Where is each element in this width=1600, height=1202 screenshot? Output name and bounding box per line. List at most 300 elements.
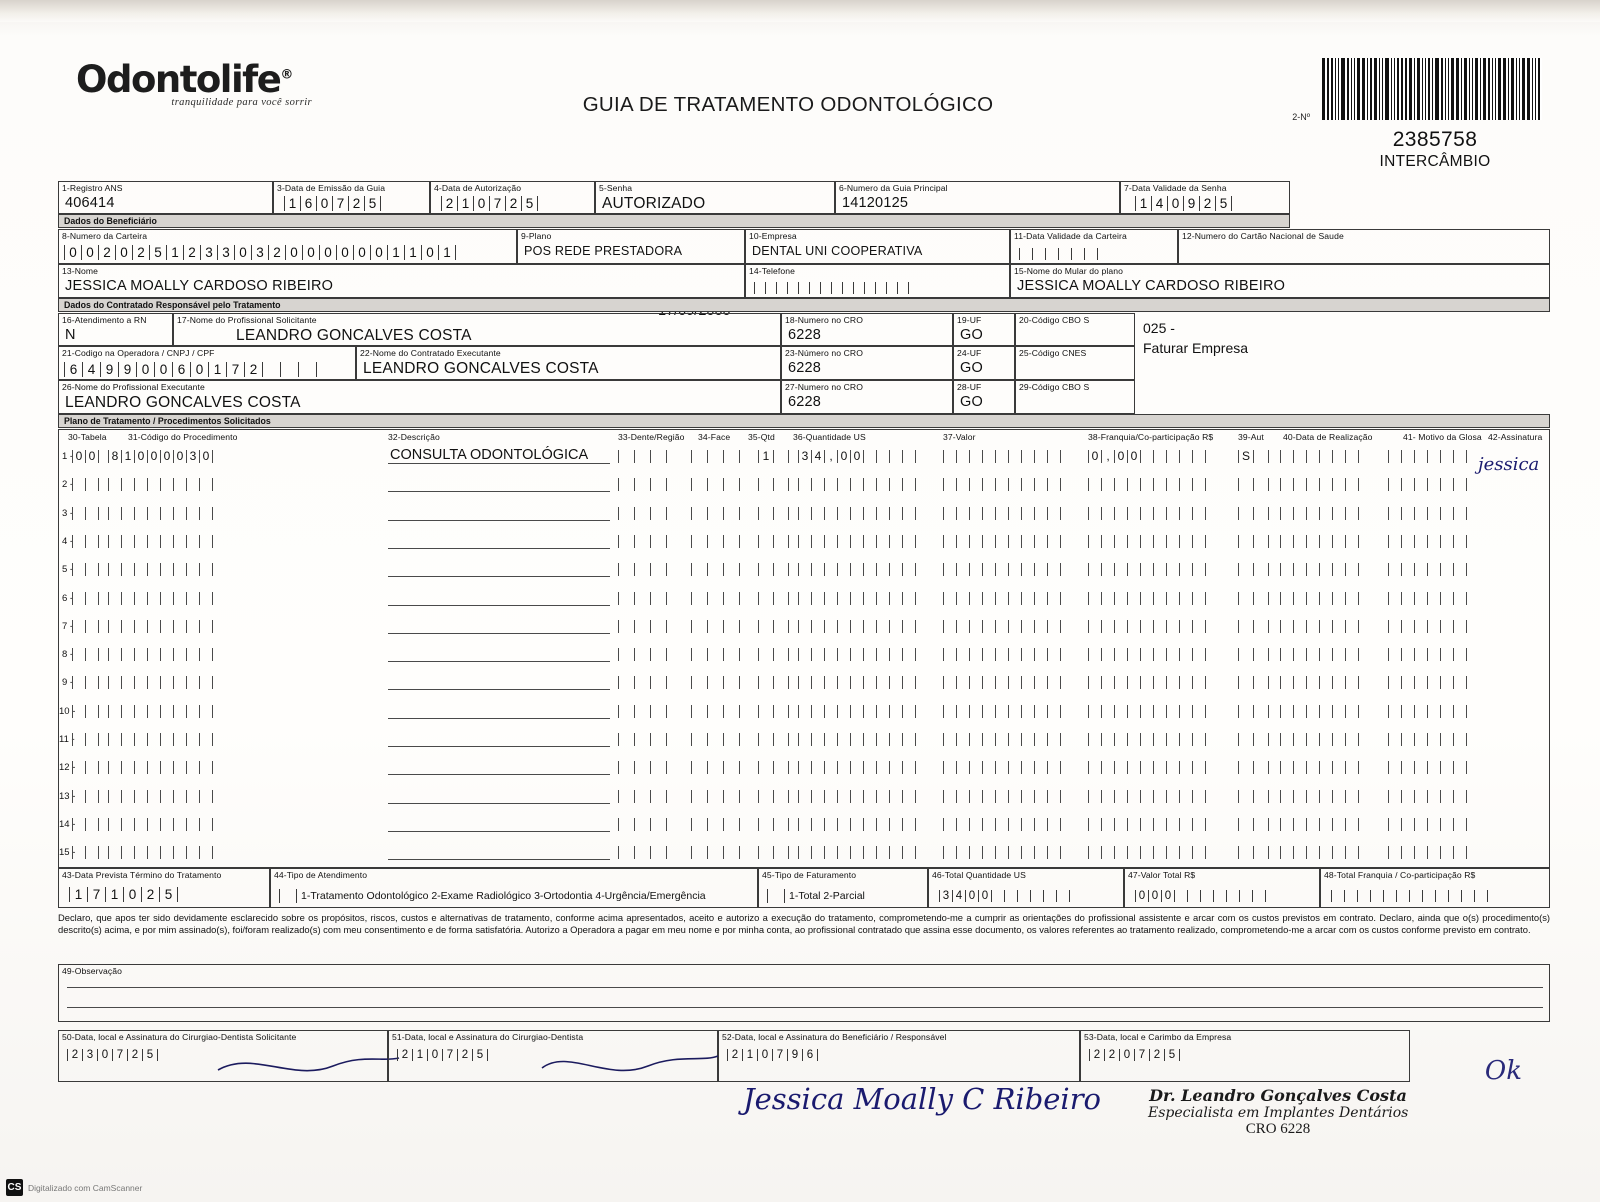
table-cell-valor xyxy=(943,846,1060,859)
table-cell-data_realizacao xyxy=(1280,592,1358,605)
table-cell-face xyxy=(691,563,739,576)
table-cell-data_realizacao xyxy=(1280,846,1358,859)
table-row-number: 3 - xyxy=(62,507,74,519)
table-cell-descricao: CONSULTA ODONTOLÓGICA xyxy=(390,447,589,463)
table-cell-quantidade_us xyxy=(798,846,915,859)
table-row-number: 6 - xyxy=(62,592,74,604)
field-cro-solicitante xyxy=(781,313,953,346)
column-header-35: 35-Qtd xyxy=(748,432,775,442)
field-total-quantidade-us-value: 3 4 0 0 xyxy=(939,890,1069,902)
field-contratado-executante-label: 22-Nome do Contratado Executante xyxy=(360,348,501,358)
table-cell-franquia xyxy=(1088,761,1205,774)
table-cell-franquia xyxy=(1088,535,1205,548)
field-uf-executante-label: 24-UF xyxy=(957,348,982,358)
table-cell-tabela xyxy=(72,733,98,746)
table-cell-valor xyxy=(943,592,1060,605)
table-cell-dente xyxy=(618,761,666,774)
declaration-text: Declaro, que apos ter sido devidamente esclarecido sobre os propósitos, riscos, custos e alternativas de tratamento, conforme acima apresentados, aceito e autorizo a execução do tratamento, comprometendo-me a cumprir as orientações do profissional assistente e arcar com os custos previstos em contrato. Declaro, ainda que o(s) procedimento(s) descrito(s) acima, e por mim assinado(s), foi/foram realizado(s) com meu consentimento e de forma satisfatória. Autorizo a Operadora a pagar em meu nome e por minha conta, ao profissional contratado que assina esse documento, os valores referentes ao tratamento realizado, comprometendo-me a arcar com os custos conforme previsto em contrato. xyxy=(58,912,1550,935)
ok-annotation: Ok xyxy=(1484,1056,1522,1086)
table-cell-data_realizacao xyxy=(1280,648,1358,661)
camscanner-text: Digitalizado com CamScanner xyxy=(28,1182,143,1193)
field-cro-executante-label: 23-Número no CRO xyxy=(785,348,864,358)
field-profissional-solicitante xyxy=(173,313,781,346)
table-cell-face xyxy=(691,761,739,774)
field-guia-principal xyxy=(835,181,1120,214)
table-cell-tabela xyxy=(72,592,98,605)
field-assinatura-beneficiario-label: 52-Data, local e Assinatura do Beneficiário / Responsável xyxy=(722,1032,947,1042)
field-total-franquia xyxy=(1320,868,1550,908)
table-cell-quantidade_us xyxy=(798,563,915,576)
table-cell-quantidade_us xyxy=(798,761,915,774)
field-valor-total-label: 47-Valor Total R$ xyxy=(1128,870,1196,880)
table-cell-franquia xyxy=(1088,620,1205,633)
table-cell-franquia xyxy=(1088,846,1205,859)
table-row-number: 13 - xyxy=(59,790,76,802)
column-header-30: 30-Tabela xyxy=(68,432,107,442)
field-cro-executante-2 xyxy=(781,380,953,414)
table-cell-dente xyxy=(618,676,666,689)
table-cell-descricao-line xyxy=(388,605,610,606)
table-cell-face xyxy=(691,648,739,661)
table-cell-descricao-line xyxy=(388,576,610,577)
field-uf-executante xyxy=(953,346,1015,380)
field-cro-executante-value: 6228 xyxy=(788,360,822,376)
table-cell-codigo xyxy=(108,648,212,661)
field-profissional-executante-label: 26-Nome do Profissional Executante xyxy=(62,382,205,392)
field-assinatura-dentista-date: 2 1 0 7 2 5 xyxy=(397,1049,487,1061)
table-cell-descricao-line xyxy=(388,774,610,775)
table-cell-dente xyxy=(618,478,666,491)
logo-registered-mark: ® xyxy=(280,67,292,83)
field-cro-executante-2-value: 6228 xyxy=(788,394,822,410)
table-cell-data_realizacao xyxy=(1280,790,1358,803)
table-cell-motivo_glosa xyxy=(1388,705,1466,718)
field-data-emissao-label: 3-Data de Emissão da Guia xyxy=(277,183,386,193)
field-data-termino-label: 43-Data Prevista Término do Tratamento xyxy=(62,870,222,880)
table-cell-codigo xyxy=(108,563,212,576)
table-cell-dente xyxy=(618,563,666,576)
field-guia-principal-value: 14120125 xyxy=(842,195,909,211)
company-stamp xyxy=(1148,1086,1408,1138)
field-nome-beneficiario-label: 13-Nome xyxy=(62,266,99,276)
table-cell-dente xyxy=(618,790,666,803)
field-validade-senha-label: 7-Data Validade da Senha xyxy=(1124,183,1227,193)
table-cell-qtd xyxy=(758,478,788,491)
field-cro-solicitante-label: 18-Numero no CRO xyxy=(785,315,864,325)
table-cell-qtd xyxy=(758,761,788,774)
table-cell-quantidade_us xyxy=(798,818,915,831)
observacao-line-1 xyxy=(67,987,1543,988)
table-row-number: 1 - xyxy=(62,451,74,462)
field-registro-ans-value: 406414 xyxy=(65,195,115,211)
treatment-guide-form xyxy=(58,48,1550,1148)
field-empresa-value: DENTAL UNI COOPERATIVA xyxy=(752,244,923,258)
field-observacao-label: 49-Observação xyxy=(62,966,123,976)
field-cartao-nacional-saude-label: 12-Numero do Cartão Nacional de Saude xyxy=(1182,231,1344,241)
field-numero-carteira-value: 0 0 2 0 2 5 1 2 3 3 0 3 2 0 0 0 0 0 0 1 1 0 1 xyxy=(64,245,455,260)
logo-wordmark xyxy=(76,58,316,101)
field-data-emissao-value: 1 6 0 7 2 5 xyxy=(284,196,380,211)
field-codigo-cnes-label: 25-Código CNES xyxy=(1019,348,1087,358)
table-cell-tabela xyxy=(72,507,98,520)
table-cell-tabela xyxy=(72,676,98,689)
table-cell-quantidade_us xyxy=(798,592,915,605)
table-cell-face xyxy=(691,846,739,859)
table-cell-quantidade_us xyxy=(798,507,915,520)
table-cell-codigo xyxy=(108,761,212,774)
field-senha-value: AUTORIZADO xyxy=(602,195,706,212)
table-cell-data_realizacao xyxy=(1280,620,1358,633)
table-cell-assinatura: jessica xyxy=(1478,454,1540,475)
table-cell-data_realizacao xyxy=(1280,705,1358,718)
table-cell-aut xyxy=(1238,563,1268,576)
table-cell-face xyxy=(691,507,739,520)
table-cell-motivo_glosa xyxy=(1388,790,1466,803)
table-cell-tabela xyxy=(72,761,98,774)
field-codigo-operadora-label: 21-Codigo na Operadora / CNPJ / CPF xyxy=(62,348,215,358)
table-cell-franquia xyxy=(1088,563,1205,576)
table-cell-qtd xyxy=(758,535,788,548)
section-contractor-band: Dados do Contratado Responsável pelo Tratamento xyxy=(58,298,1550,312)
field-data-autorizacao-value: 2 1 0 7 2 5 xyxy=(441,196,537,211)
table-cell-aut xyxy=(1238,733,1268,746)
field-cbo-executante-label: 29-Código CBO S xyxy=(1019,382,1090,392)
column-header-42: 42-Assinatura xyxy=(1488,432,1543,442)
section-plan-band: Plano de Tratamento / Procedimentos Solicitados xyxy=(58,414,1550,428)
field-cro-solicitante-value: 6228 xyxy=(788,327,822,343)
field-data-autorizacao xyxy=(430,181,595,214)
table-cell-motivo_glosa xyxy=(1388,507,1466,520)
table-cell-codigo xyxy=(108,790,212,803)
field-contratado-executante xyxy=(356,346,781,380)
field-telefone-label: 14-Telefone xyxy=(749,266,796,276)
field-tipo-atendimento-box xyxy=(279,889,297,903)
field-data-autorizacao-label: 4-Data de Autorização xyxy=(434,183,522,193)
table-cell-dente xyxy=(618,592,666,605)
logo-text: Odontolife xyxy=(76,58,281,101)
table-cell-franquia xyxy=(1088,705,1205,718)
field-atendimento-rn-value: N xyxy=(65,327,76,343)
table-cell-quantidade_us xyxy=(798,535,915,548)
table-row-number: 9 - xyxy=(62,677,74,689)
table-cell-valor xyxy=(943,620,1060,633)
field-empresa xyxy=(745,229,1010,264)
table-cell-descricao-line xyxy=(388,463,610,464)
field-cbo-executante xyxy=(1015,380,1135,414)
field-assinatura-beneficiario xyxy=(718,1030,1080,1082)
table-cell-codigo xyxy=(108,818,212,831)
table-cell-face xyxy=(691,705,739,718)
table-cell-descricao-line xyxy=(388,831,610,832)
table-cell-tabela xyxy=(72,846,98,859)
field-senha xyxy=(595,181,835,214)
field-assinatura-dentista-label: 51-Data, local e Assinatura do Cirurgiao-Dentista xyxy=(392,1032,584,1042)
table-cell-codigo xyxy=(108,592,212,605)
table-cell-data_realizacao xyxy=(1280,478,1358,491)
field-nome-beneficiario-value: JESSICA MOALLY CARDOSO RIBEIRO xyxy=(65,278,334,294)
field-total-franquia-label: 48-Total Franquia / Co-participação R$ xyxy=(1324,870,1476,880)
table-cell-valor xyxy=(943,507,1060,520)
table-cell-data_realizacao xyxy=(1280,450,1358,463)
table-cell-aut xyxy=(1238,507,1268,520)
table-cell-data_realizacao xyxy=(1280,733,1358,746)
table-row-number: 2 - xyxy=(62,479,74,491)
field-plano-value: POS REDE PRESTADORA xyxy=(524,244,683,258)
table-cell-valor xyxy=(943,535,1060,548)
table-cell-dente xyxy=(618,705,666,718)
table-cell-qtd xyxy=(758,620,788,633)
table-cell-quantidade_us xyxy=(798,620,915,633)
table-cell-qtd xyxy=(758,676,788,689)
table-cell-tabela: 0 0 xyxy=(72,450,98,463)
table-cell-descricao-line xyxy=(388,718,610,719)
table-cell-quantidade_us xyxy=(798,648,915,661)
table-cell-data_realizacao xyxy=(1280,676,1358,689)
logo-tagline: tranquilidade para você sorrir xyxy=(171,97,312,108)
table-cell-codigo xyxy=(108,733,212,746)
field-guia-principal-label: 6-Numero da Guia Principal xyxy=(839,183,948,193)
table-cell-face xyxy=(691,535,739,548)
field-carimbo-empresa xyxy=(1080,1030,1410,1082)
observacao-line-2 xyxy=(67,1007,1543,1008)
field-tipo-atendimento-label: 44-Tipo de Atendimento xyxy=(274,870,368,880)
field-profissional-solicitante-label: 17-Nome do Profissional Solicitante xyxy=(177,315,317,325)
camscanner-badge xyxy=(6,1179,142,1196)
table-cell-valor xyxy=(943,563,1060,576)
field-nome-titular-value: JESSICA MOALLY CARDOSO RIBEIRO xyxy=(1017,278,1286,294)
table-row-number: 12 - xyxy=(59,762,76,774)
table-cell-valor xyxy=(943,450,1060,463)
field-senha-label: 5-Senha xyxy=(599,183,633,193)
field-uf-solicitante xyxy=(953,313,1015,346)
page-top-shadow xyxy=(0,0,1600,22)
table-cell-descricao-line xyxy=(388,491,610,492)
table-cell-dente xyxy=(618,507,666,520)
table-cell-descricao-line xyxy=(388,859,610,860)
signature-scribble-2 xyxy=(538,1042,723,1082)
table-cell-dente xyxy=(618,846,666,859)
table-cell-tabela xyxy=(72,705,98,718)
authorization-number: 2385758 xyxy=(1392,128,1478,151)
section-beneficiary-band: Dados do Beneficiário xyxy=(58,214,1290,228)
table-cell-franquia xyxy=(1088,676,1205,689)
field-validade-senha xyxy=(1120,181,1290,214)
field-profissional-solicitante-value: LEANDRO GONCALVES COSTA xyxy=(236,327,472,344)
table-cell-motivo_glosa xyxy=(1388,478,1466,491)
table-cell-codigo xyxy=(108,478,212,491)
table-cell-dente xyxy=(618,818,666,831)
field-data-termino xyxy=(58,868,270,908)
field-cro-executante-2-label: 27-Numero no CRO xyxy=(785,382,864,392)
table-cell-tabela xyxy=(72,818,98,831)
table-cell-codigo xyxy=(108,846,212,859)
field-observacao xyxy=(58,964,1550,1022)
table-cell-descricao-line xyxy=(388,661,610,662)
field-nome-titular xyxy=(1010,264,1550,298)
table-cell-data_realizacao xyxy=(1280,563,1358,576)
table-cell-data_realizacao xyxy=(1280,507,1358,520)
table-cell-motivo_glosa xyxy=(1388,733,1466,746)
field-carimbo-empresa-date: 2 2 0 7 2 5 xyxy=(1089,1049,1179,1061)
column-header-37: 37-Valor xyxy=(943,432,976,442)
field-numero-carteira-label: 8-Numero da Carteira xyxy=(62,231,148,241)
table-cell-motivo_glosa xyxy=(1388,450,1466,463)
field-tipo-atendimento-options: 1-Tratamento Odontológico 2-Exame Radiológico 3-Ortodontia 4-Urgência/Emergência xyxy=(301,890,706,902)
table-cell-motivo_glosa xyxy=(1388,648,1466,661)
column-header-36: 36-Quantidade US xyxy=(793,432,866,442)
field-uf-executante-2 xyxy=(953,380,1015,414)
table-cell-qtd xyxy=(758,790,788,803)
field-tipo-faturamento-label: 45-Tipo de Faturamento xyxy=(762,870,857,880)
table-cell-aut xyxy=(1238,648,1268,661)
field-valor-total xyxy=(1124,868,1320,908)
barcode xyxy=(1322,58,1542,120)
stamp-line-2: Especialista em Implantes Dentários xyxy=(1148,1105,1409,1121)
column-header-38: 38-Franquia/Co-participação R$ xyxy=(1088,432,1214,442)
table-cell-motivo_glosa xyxy=(1388,676,1466,689)
table-cell-descricao-line xyxy=(388,520,610,521)
table-cell-aut xyxy=(1238,620,1268,633)
table-row-number: 11 - xyxy=(59,734,75,745)
table-cell-codigo xyxy=(108,676,212,689)
table-cell-dente xyxy=(618,648,666,661)
field-assinatura-solicitante-label: 50-Data, local e Assinatura do Cirurgiao-Dentista Solicitante xyxy=(62,1032,297,1042)
table-cell-face xyxy=(691,478,739,491)
field-uf-executante-2-label: 28-UF xyxy=(957,382,982,392)
field-telefone xyxy=(745,264,1010,298)
table-cell-franquia xyxy=(1088,790,1205,803)
field-codigo-cnes xyxy=(1015,346,1135,380)
beneficiary-handwritten-signature: Jessica Moally C Ribeiro xyxy=(743,1082,1102,1116)
table-cell-aut xyxy=(1238,818,1268,831)
table-cell-aut xyxy=(1238,705,1268,718)
table-cell-franquia xyxy=(1088,818,1205,831)
stamp-line-3: CRO 6228 xyxy=(1245,1121,1311,1137)
table-row-number: 14 - xyxy=(59,818,76,830)
table-cell-aut xyxy=(1238,592,1268,605)
table-cell-dente xyxy=(618,535,666,548)
table-cell-valor xyxy=(943,648,1060,661)
table-cell-dente xyxy=(618,620,666,633)
field-valor-total-value: 0 0 0 xyxy=(1135,890,1265,902)
camscanner-icon: CS xyxy=(6,1179,23,1196)
field-total-quantidade-us-label: 46-Total Quantidade US xyxy=(932,870,1026,880)
field-contratado-executante-value: LEANDRO GONCALVES COSTA xyxy=(363,360,599,377)
table-cell-codigo xyxy=(108,535,212,548)
field-codigo-operadora-value: 6 4 9 9 0 0 6 0 1 7 2 xyxy=(64,362,316,377)
table-cell-valor xyxy=(943,790,1060,803)
column-header-31: 31-Código do Procedimento xyxy=(128,432,238,442)
table-row-number: 4 - xyxy=(62,535,74,547)
table-cell-codigo xyxy=(108,507,212,520)
field-validade-carteira xyxy=(1010,229,1178,264)
field-uf-executante-2-value: GO xyxy=(960,394,983,410)
field-tipo-faturamento-box xyxy=(767,889,785,903)
field-cro-executante xyxy=(781,346,953,380)
field-empresa-label: 10-Empresa xyxy=(749,231,797,241)
field-assinatura-solicitante-date: 2 3 0 7 2 5 xyxy=(67,1049,157,1061)
field-validade-senha-value: 1 4 0 9 2 5 xyxy=(1135,196,1231,211)
table-cell-valor xyxy=(943,733,1060,746)
table-cell-valor xyxy=(943,478,1060,491)
column-header-33: 33-Dente/Região xyxy=(618,432,685,442)
table-cell-codigo xyxy=(108,705,212,718)
table-cell-franquia xyxy=(1088,592,1205,605)
column-header-32: 32-Descrição xyxy=(388,432,440,442)
cbo-note-line-2: Faturar Empresa xyxy=(1143,340,1249,356)
barcode-field-label: 2-Nº xyxy=(1292,112,1310,122)
field-atendimento-rn-label: 16-Atendimento a RN xyxy=(62,315,147,325)
table-cell-motivo_glosa xyxy=(1388,818,1466,831)
table-cell-qtd xyxy=(758,648,788,661)
table-cell-quantidade_us xyxy=(798,705,915,718)
table-cell-aut xyxy=(1238,478,1268,491)
field-tipo-atendimento xyxy=(270,868,758,908)
field-nome-titular-label: 15-Nome do Mular do plano xyxy=(1014,266,1124,276)
table-cell-codigo: 8 1 0 0 0 0 3 0 xyxy=(108,450,212,463)
table-cell-descricao-line xyxy=(388,803,610,804)
table-cell-aut xyxy=(1238,761,1268,774)
table-cell-qtd xyxy=(758,592,788,605)
field-profissional-executante xyxy=(58,380,781,414)
field-atendimento-rn xyxy=(58,313,173,346)
cbo-note-line-1: 025 - xyxy=(1143,320,1175,336)
table-cell-tabela xyxy=(72,535,98,548)
table-cell-codigo xyxy=(108,620,212,633)
field-profissional-executante-value: LEANDRO GONCALVES COSTA xyxy=(65,394,301,411)
table-cell-quantidade_us xyxy=(798,790,915,803)
table-cell-data_realizacao xyxy=(1280,535,1358,548)
field-numero-carteira xyxy=(58,229,517,264)
table-cell-qtd: 1 xyxy=(758,450,788,463)
table-cell-descricao-line xyxy=(388,746,610,747)
table-cell-motivo_glosa xyxy=(1388,563,1466,576)
table-row-number: 5 - xyxy=(62,564,74,576)
field-plano xyxy=(517,229,745,264)
table-cell-face xyxy=(691,818,739,831)
table-cell-aut xyxy=(1238,535,1268,548)
table-cell-face xyxy=(691,450,739,463)
field-uf-solicitante-label: 19-UF xyxy=(957,315,982,325)
table-cell-quantidade_us xyxy=(798,478,915,491)
table-cell-motivo_glosa xyxy=(1388,761,1466,774)
table-cell-face xyxy=(691,676,739,689)
table-cell-aut xyxy=(1238,790,1268,803)
column-header-34: 34-Face xyxy=(698,432,731,442)
table-cell-quantidade_us xyxy=(798,733,915,746)
brand-logo xyxy=(76,58,316,108)
table-cell-face xyxy=(691,620,739,633)
table-cell-valor xyxy=(943,705,1060,718)
field-registro-ans xyxy=(58,181,273,214)
table-cell-franquia xyxy=(1088,478,1205,491)
field-registro-ans-label: 1-Registro ANS xyxy=(62,183,123,193)
table-cell-tabela xyxy=(72,478,98,491)
table-cell-qtd xyxy=(758,705,788,718)
field-cbo-solicitante xyxy=(1015,313,1135,346)
field-data-emissao xyxy=(273,181,430,214)
table-cell-franquia xyxy=(1088,507,1205,520)
field-telefone-value xyxy=(754,282,908,294)
table-cell-qtd xyxy=(758,563,788,576)
table-cell-tabela xyxy=(72,620,98,633)
column-header-39: 39-Aut xyxy=(1238,432,1264,442)
table-cell-motivo_glosa xyxy=(1388,592,1466,605)
field-validade-carteira-label: 11-Data Validade da Carteira xyxy=(1014,231,1127,241)
table-cell-motivo_glosa xyxy=(1388,846,1466,859)
table-cell-face xyxy=(691,592,739,605)
field-tipo-faturamento-options: 1-Total 2-Parcial xyxy=(789,890,865,902)
